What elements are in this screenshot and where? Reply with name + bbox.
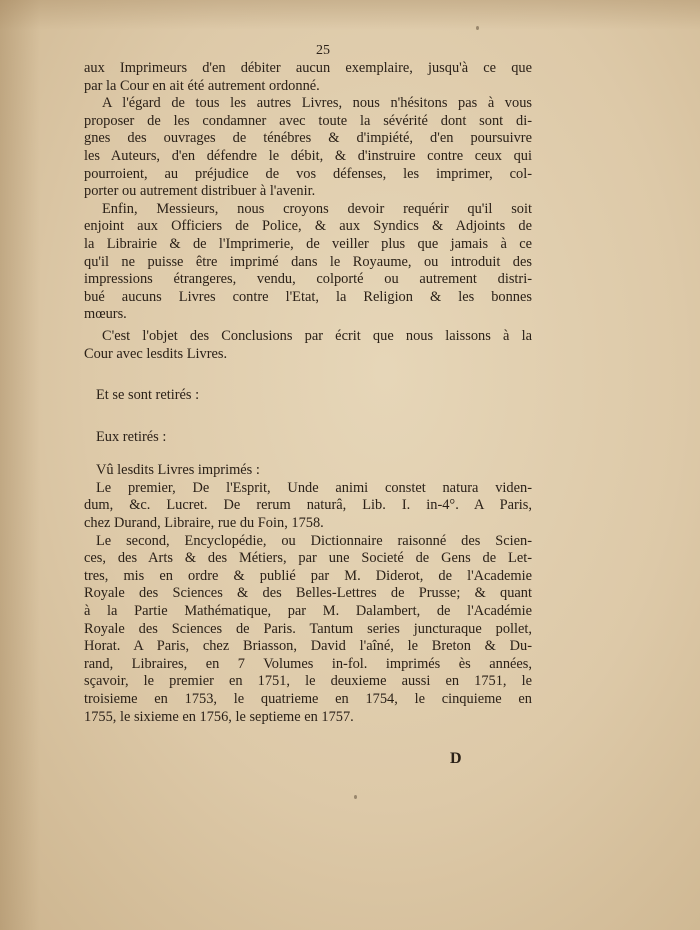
book-entry-2 [84, 533, 532, 727]
paragraph-4 [84, 328, 532, 363]
paragraph-2 [84, 95, 532, 201]
text-line: aux Imprimeurs d'en débiter aucun exemplaire, jusqu'à ce que [84, 60, 532, 76]
paragraph-3 [84, 201, 532, 324]
text-line: Le premier, De l'Esprit, Unde animi constet natura viden- [96, 479, 532, 496]
text-line: Le second, Encyclopédie, ou Dictionnaire raisonné des Scien- [96, 532, 532, 549]
page-number: 25 [316, 43, 330, 58]
text-line: mœurs. [84, 306, 127, 323]
page-text [84, 44, 532, 726]
text-line: gnes des ouvrages de ténébres & d'impiété, d'en poursuivre [84, 130, 532, 147]
ink-speck [476, 26, 479, 30]
text-line: sçavoir, le premier en 1751, le deuxieme aussi en 1751, le [84, 673, 532, 690]
paragraph-1 [84, 60, 532, 95]
text-line: Royale des Sciences & des Belles-Lettres de Prusse; & quant [84, 585, 532, 602]
text-line: 1755, le sixieme en 1756, le septieme en 1757. [84, 708, 354, 725]
text-line: proposer de les condamner avec toute la sévérité dont sont di- [84, 112, 532, 129]
heading-retired-1: Et se sont retirés : [96, 387, 200, 404]
text-line: à la Partie Mathématique, par M. Dalambert, de l'Académie [84, 603, 532, 620]
text-line: enjoint aux Officiers de Police, & aux Syndics & Adjoints de [84, 218, 532, 235]
text-line: bué aucuns Livres contre l'Etat, la Religion & les bonnes [84, 288, 532, 305]
text-line: Enfin, Messieurs, nous croyons devoir requérir qu'il soit [102, 200, 532, 217]
book-entry-1 [84, 480, 532, 533]
heading-retired-2: Eux retirés : [96, 428, 167, 445]
text-line: chez Durand, Libraire, rue du Foin, 1758. [84, 515, 324, 532]
signature-mark: D [450, 750, 462, 767]
text-line: troisieme en 1753, le quatrieme en 1754, le cinquieme en [84, 691, 532, 707]
text-line: C'est l'objet des Conclusions par écrit que nous laissons à la [102, 327, 532, 344]
text-line: les Auteurs, d'en défendre le débit, & d'instruire contre ceux qui [84, 147, 532, 164]
text-line: ces, des Arts & des Métiers, par une Societé de Gens de Let- [84, 550, 532, 567]
text-line: porter ou autrement distribuer à l'avenir. [84, 183, 316, 200]
text-line: dum, &c. Lucret. De rerum naturâ, Lib. I. in-4°. A Paris, [84, 497, 532, 514]
text-line: Horat. A Paris, chez Briasson, David l'aîné, le Breton & Du- [84, 638, 532, 655]
text-line: rand, Libraires, en 7 Volumes in-fol. imprimés ès années, [84, 655, 532, 672]
text-line: impressions étrangeres, vendu, colporté ou autrement distri- [84, 271, 532, 288]
text-line: par la Cour en ait été autrement ordonné. [84, 77, 320, 94]
text-line: la Librairie & de l'Imprimerie, de veiller plus que jamais à ce [84, 235, 532, 252]
text-line: A l'égard de tous les autres Livres, nous n'hésitons pas à vous [102, 95, 532, 112]
text-line: tres, mis en ordre & publié par M. Diderot, de l'Academie [84, 567, 532, 584]
ink-speck [354, 795, 357, 799]
text-line: Cour avec lesdits Livres. [84, 345, 228, 362]
text-line: Royale des Sciences de Paris. Tantum series juncturaque pollet, [84, 620, 532, 637]
text-line: pourroient, au préjudice de vos défenses, les imprimer, col- [84, 165, 532, 182]
text-line: qu'il ne puisse être imprimé dans le Royaume, ou introduit des [84, 253, 532, 270]
heading-books-seen: Vû lesdits Livres imprimés : [96, 462, 260, 479]
